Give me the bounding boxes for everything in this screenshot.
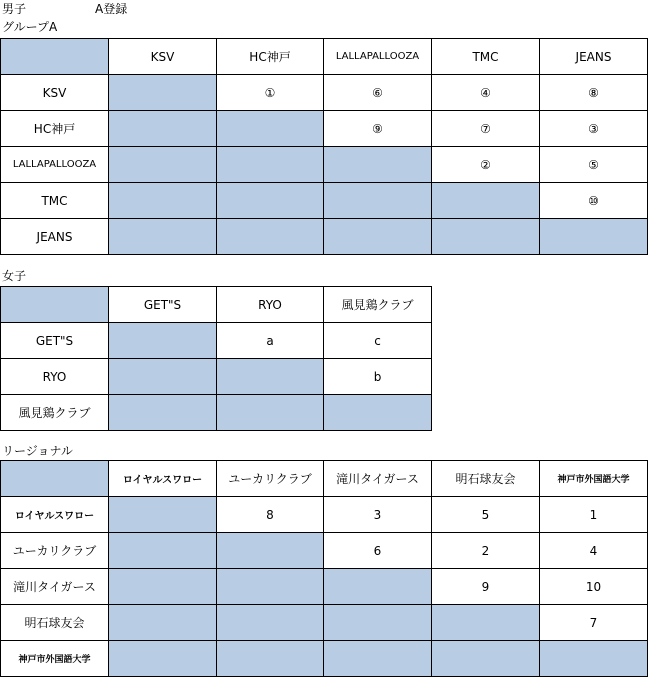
row-header: ユーカリクラブ	[1, 533, 109, 569]
table-row	[1, 641, 648, 677]
match-cell: ③	[540, 111, 648, 147]
match-cell	[109, 533, 217, 569]
match-cell: ⑩	[540, 183, 648, 219]
match-cell: b	[324, 359, 432, 395]
row-header: 明石球友会	[1, 605, 109, 641]
col-header: ユーカリクラブ	[217, 461, 324, 497]
match-cell	[432, 183, 540, 219]
col-header: RYO	[217, 287, 324, 323]
match-cell	[217, 533, 324, 569]
match-cell: ⑦	[432, 111, 540, 147]
row-header: ロイヤルスワロー	[1, 497, 109, 533]
table-row	[1, 395, 432, 431]
col-header: 明石球友会	[432, 461, 540, 497]
match-cell	[217, 395, 324, 431]
match-cell	[324, 395, 432, 431]
match-cell	[109, 641, 217, 677]
match-cell	[109, 605, 217, 641]
col-header: JEANS	[540, 39, 648, 75]
corner-cell	[1, 461, 109, 497]
table-row	[1, 533, 648, 569]
col-header: GET"S	[109, 287, 217, 323]
table-row	[1, 147, 648, 183]
boys-matrix	[0, 38, 648, 255]
table-row	[1, 75, 648, 111]
match-cell: 10	[540, 569, 648, 605]
match-cell: 9	[432, 569, 540, 605]
girls-matrix	[0, 286, 432, 431]
col-header: KSV	[109, 39, 217, 75]
match-cell	[109, 323, 217, 359]
match-cell: ⑧	[540, 75, 648, 111]
corner-cell	[1, 287, 109, 323]
match-cell	[217, 219, 324, 255]
match-cell: 1	[540, 497, 648, 533]
col-header: 風見鶏クラブ	[324, 287, 432, 323]
col-header: 滝川タイガース	[324, 461, 432, 497]
match-cell: 5	[432, 497, 540, 533]
match-cell	[109, 569, 217, 605]
match-cell	[324, 147, 432, 183]
match-cell: ②	[432, 147, 540, 183]
match-cell	[540, 219, 648, 255]
match-cell: 6	[324, 533, 432, 569]
match-cell	[109, 359, 217, 395]
match-cell: a	[217, 323, 324, 359]
match-cell: ⑥	[324, 75, 432, 111]
match-cell	[217, 641, 324, 677]
match-cell: c	[324, 323, 432, 359]
col-header: HC神戸	[217, 39, 324, 75]
girls-label: 女子	[2, 269, 27, 283]
match-cell	[109, 75, 217, 111]
table-row	[1, 569, 648, 605]
register-label: A登録	[95, 2, 128, 16]
match-cell	[324, 605, 432, 641]
table-row	[1, 497, 648, 533]
match-cell: ①	[217, 75, 324, 111]
match-cell: ④	[432, 75, 540, 111]
table-row	[1, 183, 648, 219]
corner-cell	[1, 39, 109, 75]
table-row	[1, 323, 432, 359]
table-row	[1, 219, 648, 255]
regional-header-row	[1, 461, 648, 497]
regional-label: リージョナル	[2, 444, 73, 458]
col-header: LALLAPALLOOZA	[324, 39, 432, 75]
match-cell	[432, 219, 540, 255]
row-header: 滝川タイガース	[1, 569, 109, 605]
match-cell: 3	[324, 497, 432, 533]
col-header: ロイヤルスワロー	[109, 461, 217, 497]
match-cell	[217, 183, 324, 219]
table-row	[1, 359, 432, 395]
match-cell: ⑤	[540, 147, 648, 183]
match-cell	[109, 497, 217, 533]
row-header: RYO	[1, 359, 109, 395]
match-cell	[324, 219, 432, 255]
col-header: 神戸市外国語大学	[540, 461, 648, 497]
row-header: TMC	[1, 183, 109, 219]
match-cell	[432, 641, 540, 677]
girls-header-row	[1, 287, 432, 323]
boys-label: 男子	[2, 2, 27, 16]
match-cell	[217, 147, 324, 183]
match-cell: 8	[217, 497, 324, 533]
row-header: GET"S	[1, 323, 109, 359]
match-cell	[109, 219, 217, 255]
row-header: LALLAPALLOOZA	[1, 147, 109, 183]
match-cell	[324, 641, 432, 677]
regional-matrix	[0, 460, 648, 677]
match-cell	[540, 641, 648, 677]
col-header: TMC	[432, 39, 540, 75]
group-label: グループA	[2, 20, 58, 34]
match-cell	[217, 605, 324, 641]
match-cell	[217, 111, 324, 147]
match-cell: 2	[432, 533, 540, 569]
match-cell	[217, 359, 324, 395]
row-header: HC神戸	[1, 111, 109, 147]
match-cell	[324, 183, 432, 219]
match-cell	[109, 395, 217, 431]
match-cell	[324, 569, 432, 605]
match-cell	[109, 147, 217, 183]
row-header: 風見鶏クラブ	[1, 395, 109, 431]
row-header: KSV	[1, 75, 109, 111]
match-cell	[109, 183, 217, 219]
table-row	[1, 605, 648, 641]
match-cell: 4	[540, 533, 648, 569]
match-cell	[432, 605, 540, 641]
match-cell	[217, 569, 324, 605]
match-cell	[109, 111, 217, 147]
match-cell: ⑨	[324, 111, 432, 147]
row-header: 神戸市外国語大学	[1, 641, 109, 677]
match-cell: 7	[540, 605, 648, 641]
row-header: JEANS	[1, 219, 109, 255]
table-row	[1, 111, 648, 147]
boys-header-row	[1, 39, 648, 75]
